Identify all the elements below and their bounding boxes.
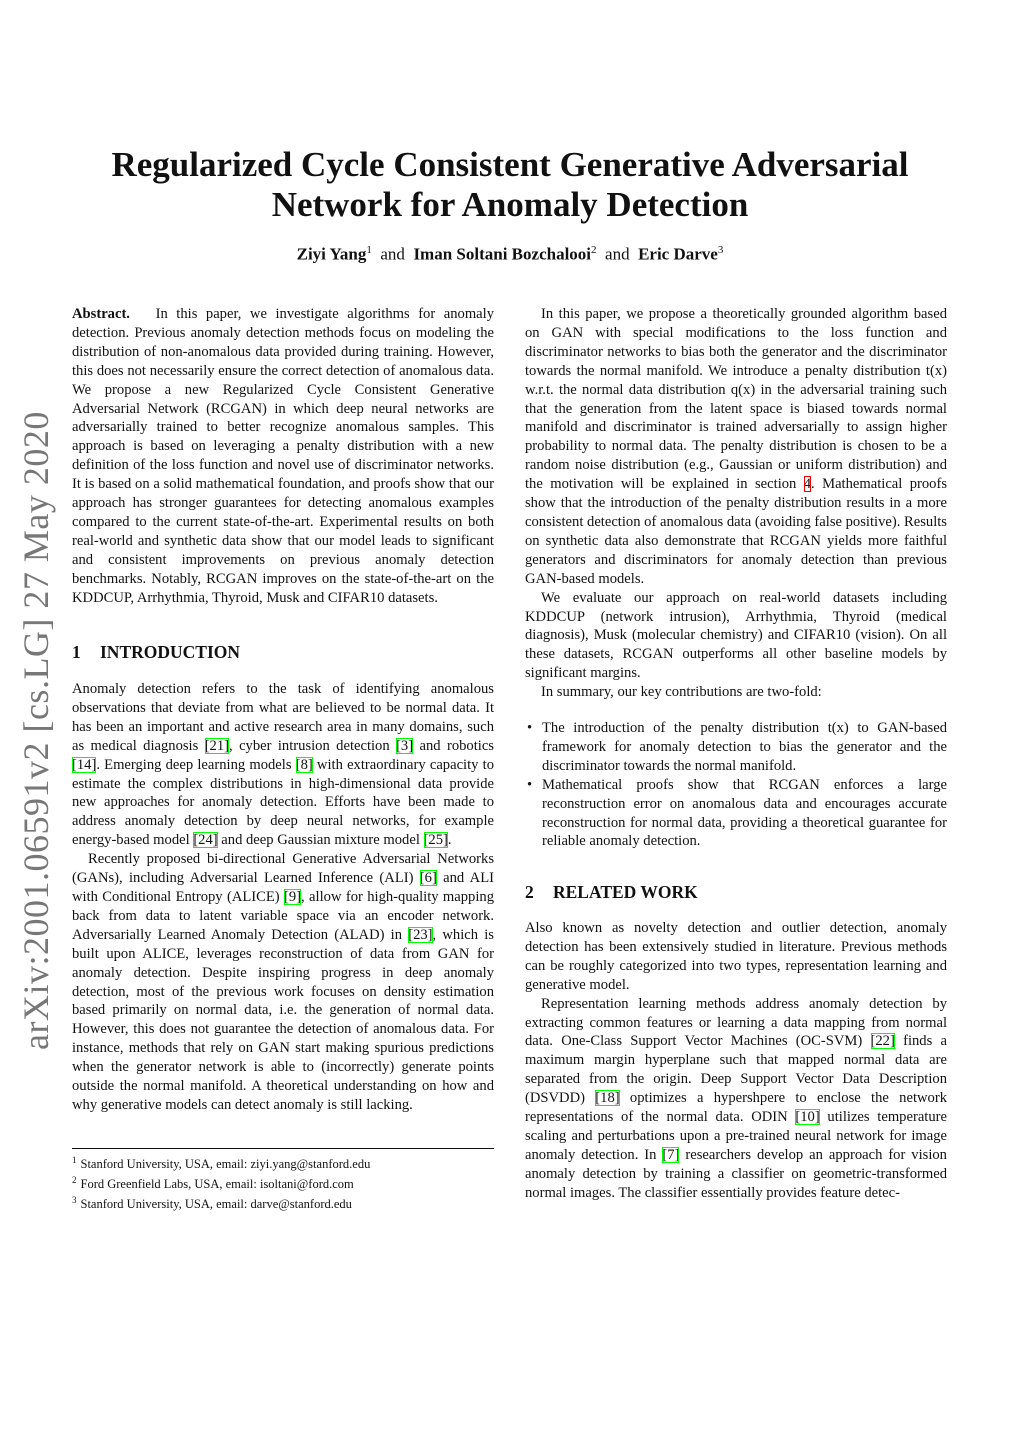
abstract	[72, 305, 494, 608]
citation-link[interactable]: [9]	[284, 888, 302, 905]
citation-link[interactable]: [10]	[795, 1109, 820, 1126]
footnote: $^1$ Stanford University, USA, email: ziyi.yang@stanford.edu	[72, 1155, 371, 1172]
footnote-rule	[72, 1148, 494, 1149]
citation-link[interactable]: [6]	[419, 870, 437, 887]
citation-link[interactable]: [23]	[408, 926, 433, 943]
citation-link[interactable]: [14]	[72, 756, 97, 773]
paragraph: In this paper, we propose a theoretically grounded algorithm based on GAN with special modifications to the loss function and discriminator networks to bias both the generator and the discriminator towards the normal manifold. We introduce a penalty distribution t(x) w.r.t. the normal data distribution q(x) in the adversarial training such that the generation from the latent space is biased towards normal manifold and discriminator is trained adversarially to assign higher probability to normal data. The penalty distribution is chosen to be a random noise distribution (e.g., Gaussian or uniform distribution) and the motivation will be explained in section 4. Mathematical proofs show that the introduction of the penalty distribution results in a more consistent detection of anomalous data (avoiding false positive). Results on synthetic data also demonstrate that RCGAN yields more faithful generators and discriminators for anomaly detection than previous GAN-based models.	[525, 306, 948, 587]
abstract-label: Abstract.	[72, 306, 130, 322]
contributions-list	[525, 719, 947, 851]
abstract-text: In this paper, we investigate algorithms for anomaly detection. Previous anomaly detection methods focus on modeling the distribution of non-anomalous data provided during training. However, this does not necessarily ensure the correct detection of anomalous data. We propose a new Regularized Cycle Consistent Generative Adversarial Network (RCGAN) in which deep neural networks are adversarially trained to better recognize anomalous samples. This approach is based on leveraging a penalty distribution with a new definition of the loss function and novel use of discriminator networks. It is based on a solid mathematical foundation, and proofs show that our approach has stronger guarantees for detecting anomalous examples compared to the current state-of-the-art. Experimental results on both real-world and synthetic data show that our model leads to significant and consistent improvements on previous anomaly detection benchmarks. Notably, RCGAN improves on the state-of-the-art on the KDDCUP, Arrhythmia, Thyroid, Musk and CIFAR10 datasets.	[72, 306, 494, 606]
introduction-body	[72, 680, 494, 1115]
citation-link[interactable]: [18]	[595, 1090, 620, 1107]
right-column-intro	[525, 305, 947, 851]
author-name: Iman Soltani Bozchalooi	[413, 244, 592, 264]
section-heading-related-work: 2 RELATED WORK	[525, 882, 698, 902]
list-item: • Mathematical proofs show that RCGAN enforces a large reconstruction error on anomalous data and encourages accurate reconstruction for normal data, providing a theoretical guarantee for reliable anomaly detection.	[525, 776, 947, 852]
citation-link[interactable]: [3]	[396, 737, 414, 754]
footnotes	[72, 1152, 370, 1212]
paragraph: Recently proposed bi-directional Generative Adversarial Networks (GANs), including Adversarial Learned Inference (ALI) [6] and ALI with Conditional Entropy (ALICE) [9], allow for high-quality mapping back from data to latent variable space via an encoder network. Adversarially Learned Anomaly Detection (ALAD) in [23], which is built upon ALICE, leverages reconstruction of data from GAN for anomaly detection. Despite inspiring progress in deep anomaly detection, most of the previous work focuses on density estimation based primarily on normal data, i.e. the generation of normal data. However, this does not guarantee the detection of anomalous data. For instance, methods that rely on GAN start making spurious predictions when the generator network is able to (incorrectly) generate points outside the normal manifold. A theoretical understanding on how and why generative models can detect anomaly is still lacking.	[72, 851, 494, 1113]
footnote: $^3$ Stanford University, USA, email: darve@stanford.edu	[72, 1195, 352, 1212]
citation-link[interactable]: [8]	[295, 756, 313, 773]
paper-title: Regularized Cycle Consistent Generative Adversarial Network for Anomaly Detection	[111, 145, 909, 224]
author-name: Ziyi Yang	[296, 244, 367, 264]
paragraph: Anomaly detection refers to the task of identifying anomalous observations that deviate from what are believed to be normal data. It has been an important and active research area in many domains, such as medical diagnosis [21], cyber intrusion detection [3] and robotics [14]. Emerging deep learning models [8] with extraordinary capacity to estimate the complex distributions in high-dimensional data provide new approaches for anomaly detection. Efforts have been made to address anomaly detection by deep neural networks, for example energy-based model [24] and deep Gaussian mixture model [25].	[72, 681, 495, 849]
footnote: $^2$ Ford Greenfield Labs, USA, email: isoltani@ford.com	[72, 1175, 354, 1192]
related-work-body	[525, 919, 947, 1203]
author-list: Ziyi Yang$^1$ and Iman Soltani Bozchalooi$^2$ and Eric Darve$^3$	[296, 244, 724, 264]
citation-link[interactable]: [25]	[423, 832, 448, 849]
section-heading-introduction: 1 INTRODUCTION	[72, 642, 241, 662]
paragraph: Also known as novelty detection and outlier detection, anomaly detection has been extensively studied in literature. Previous methods can be roughly categorized into two types, representation learning and generative model.	[525, 920, 947, 993]
paragraph: Representation learning methods address anomaly detection by extracting common features or learning a data mapping from normal data. One-Class Support Vector Machines (OC-SVM) [22] finds a maximum margin hyperplane such that mapped normal data are separated from the origin. Deep Support Vector Data Description (DSVDD) [18] optimizes a hypershpere to enclose the network representations of the normal data. ODIN [10] utilizes temperature scaling and perturbations upon a pre-trained neural network for image anomaly detection. In [7] researchers develop an approach for vision anomaly detection by training a classifier on geometric-transformed normal images. The classifier essentially provides feature detec-	[525, 995, 948, 1201]
citation-link[interactable]: [7]	[662, 1146, 680, 1163]
arxiv-identifier: arXiv:2001.06591v2 [cs.LG] 27 May 2020	[16, 411, 56, 1050]
author-name: Eric Darve	[638, 244, 718, 264]
citation-link[interactable]: [24]	[193, 832, 218, 849]
paragraph: In summary, our key contributions are two-fold:	[541, 684, 822, 701]
list-item: • The introduction of the penalty distribution t(x) to GAN-based framework for anomaly detection to bias the generator and the discriminator towards the normal manifold.	[525, 719, 947, 776]
paragraph: We evaluate our approach on real-world datasets including KDDCUP (network intrusion), Arrhythmia, Thyroid (medical diagnosis), Musk (molecular chemistry) and CIFAR10 (vision). On all these datasets, RCGAN outperforms all other baseline models by significant margins.	[525, 589, 947, 682]
citation-link[interactable]: [22]	[870, 1033, 895, 1050]
citation-link[interactable]: [21]	[204, 737, 230, 754]
section-link[interactable]: 4	[803, 476, 812, 493]
